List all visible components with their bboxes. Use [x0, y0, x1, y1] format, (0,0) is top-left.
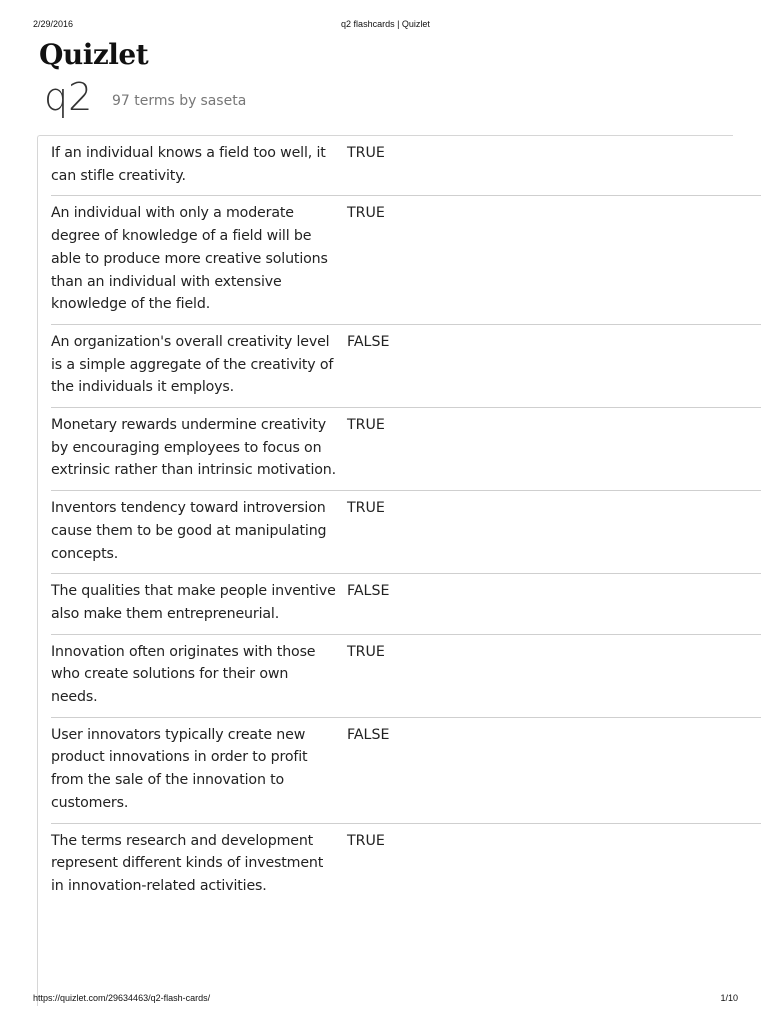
term-text: Monetary rewards undermine creativity by encouraging employees to focus on extrinsic rather than intrinsic motivation. [51, 417, 336, 479]
term-text: User innovators typically create new product innovations in order to profit from the sale of the innovation to customers. [51, 726, 308, 811]
terms-table [37, 135, 733, 1006]
terms-count: 97 terms by [112, 93, 197, 109]
term-row [51, 824, 761, 906]
term-row [51, 635, 761, 718]
term-text: Inventors tendency toward introversion cause them to be good at manipulating concepts. [51, 500, 327, 562]
definition-text: FALSE [347, 583, 390, 600]
term-row [51, 196, 761, 325]
term-text: If an individual knows a field too well, it can stifle creativity. [51, 145, 326, 184]
set-meta [112, 93, 246, 109]
term-row [51, 491, 761, 574]
definition-text: TRUE [347, 500, 385, 517]
page-number: 1/10 [720, 993, 738, 1003]
term-text: The qualities that make people inventive also make them entrepreneurial. [51, 583, 336, 622]
page-url: https://quizlet.com/29634463/q2-flash-cards/ [33, 993, 211, 1003]
definition-text: TRUE [347, 205, 385, 222]
print-footer [33, 993, 738, 1005]
author-link[interactable]: saseta [200, 93, 247, 109]
term-row [51, 574, 761, 634]
term-list [51, 136, 761, 906]
print-header [33, 19, 738, 31]
term-row [51, 325, 761, 408]
term-text: An organization's overall creativity level is a simple aggregate of the creativity of the individuals it employs. [51, 333, 334, 396]
term-row [51, 136, 761, 196]
quizlet-logo[interactable]: Quizlet [39, 38, 149, 71]
term-row [51, 718, 761, 824]
term-text: Innovation often originates with those who create solutions for their own needs. [51, 643, 316, 706]
definition-text: TRUE [347, 832, 385, 849]
term-row [51, 408, 761, 491]
print-title: q2 flashcards | Quizlet [341, 19, 430, 29]
definition-text: TRUE [347, 145, 385, 161]
definition-text: FALSE [347, 333, 390, 350]
definition-text: TRUE [347, 643, 385, 660]
definition-text: TRUE [347, 417, 385, 434]
print-date: 2/29/2016 [33, 19, 74, 29]
definition-text: FALSE [347, 726, 390, 743]
term-text: The terms research and development represent different kinds of investment in innovation-related activities. [51, 832, 324, 894]
set-title: q2 [44, 75, 93, 119]
term-text: An individual with only a moderate degree of knowledge of a field will be able to produce more creative solutions than an individual with extensive knowledge of the field. [51, 205, 328, 313]
